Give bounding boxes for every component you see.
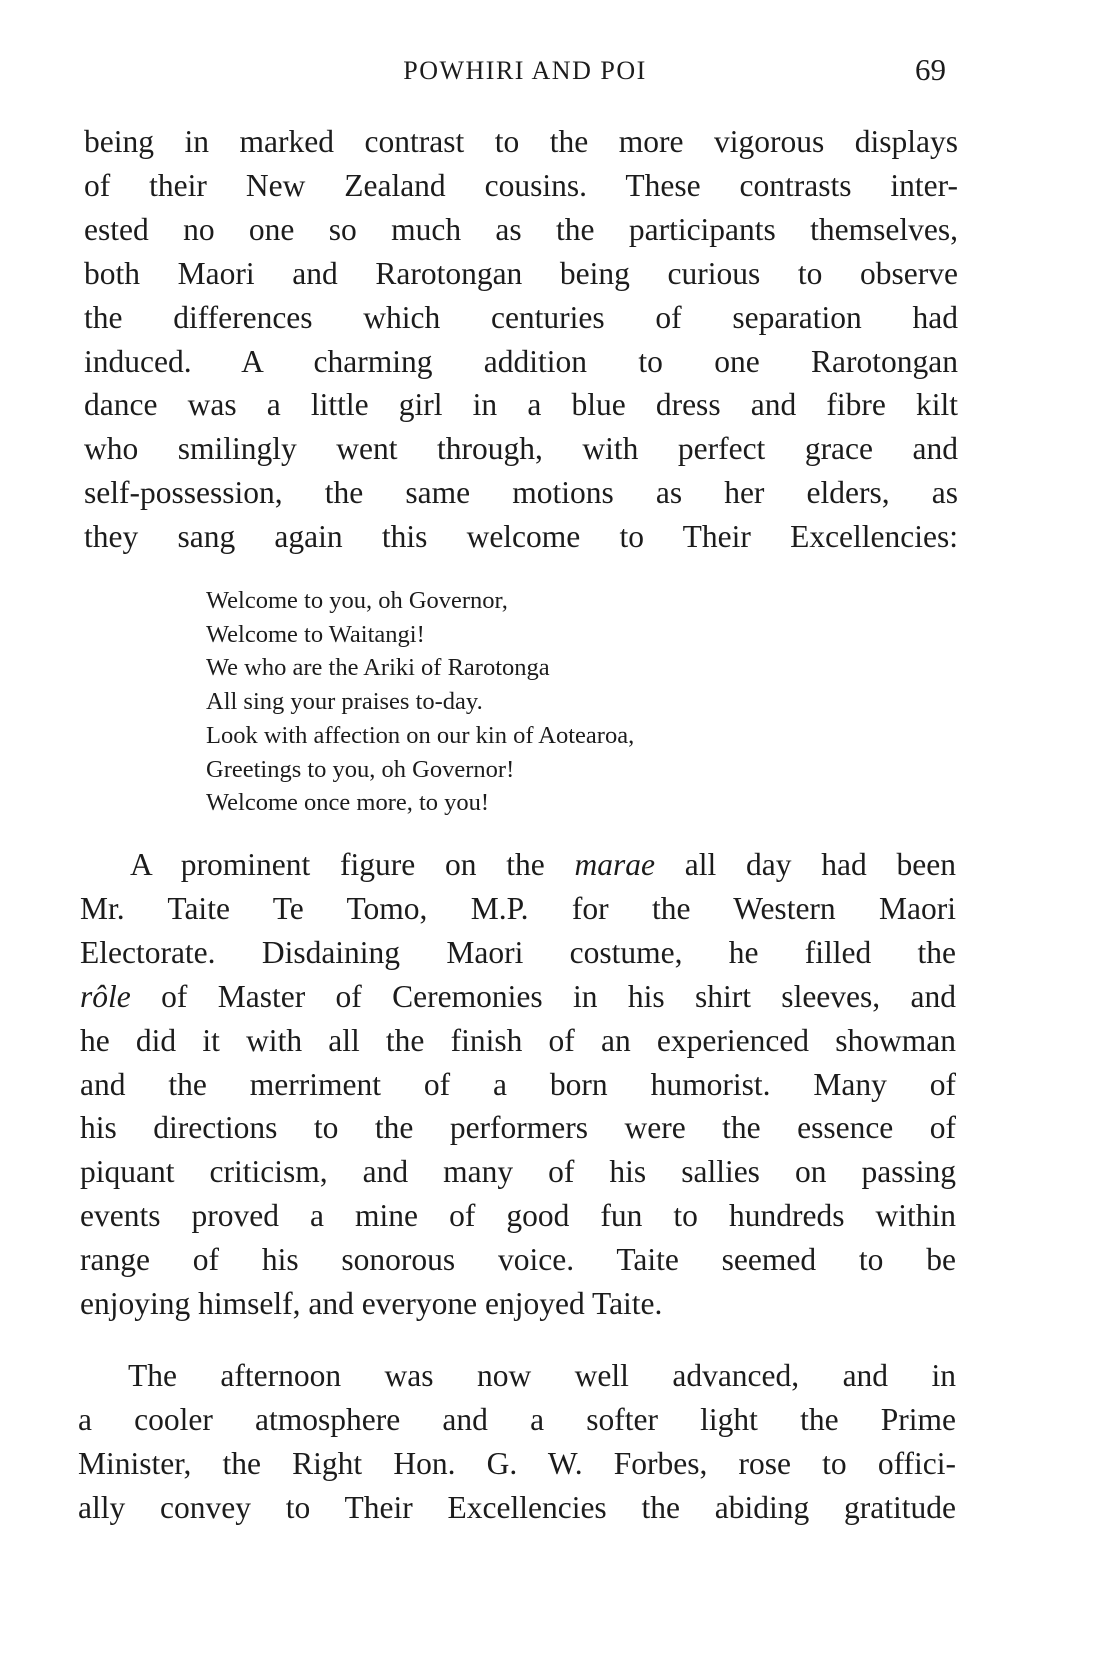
verse-line: Greetings to you, oh Governor! [206,755,515,783]
text-line [80,843,956,887]
text-line: Minister, the Right Hon. G. W. Forbes, rose to offici- [78,1445,956,1481]
text-line: and the merriment of a born humorist. Many of [80,1066,956,1102]
text-line [80,975,956,1019]
italic-term: rôle [80,978,131,1014]
text-line: ested no one so much as the participants themselves, [84,211,958,247]
running-head [0,52,1114,92]
text-line: the differences which centuries of separation had [84,299,958,335]
running-title: POWHIRI AND POI [403,56,647,85]
text-line: Electorate. Disdaining Maori costume, he filled the [80,934,956,970]
verse-line: All sing your praises to-day. [206,688,483,716]
text-line: self-possession, the same motions as her elders, as [84,475,958,511]
text-line: piquant criticism, and many of his sallies on passing [80,1154,956,1190]
verse-line: We who are the Ariki of Rarotonga [206,654,550,682]
text-line: Mr. Taite Te Tomo, M.P. for the Western Maori [80,890,956,926]
text-run: all day had been [655,847,956,882]
paragraph-1 [84,120,958,559]
text-line: of their New Zealand cousins. These contrasts inter- [84,167,958,203]
text-line: he did it with all the finish of an experienced showman [80,1022,956,1058]
text-line: a cooler atmosphere and a softer light the Prime [78,1401,956,1437]
text-line: induced. A charming addition to one Rarotongan [84,343,958,379]
text-line: events proved a mine of good fun to hundreds within [80,1198,956,1234]
text-line: who smilingly went through, with perfect grace and [84,431,958,467]
text-line: they sang again this welcome to Their Excellencies: [84,519,958,555]
verse-line: Welcome to you, oh Governor, [206,587,508,614]
verse-line: Welcome once more, to you! [206,789,490,817]
verse-line: Welcome to Waitangi! [206,620,425,648]
italic-term: marae [574,847,656,882]
text-run: A prominent figure on the [130,847,575,882]
text-line: being in marked contrast to the more vigorous displays [84,124,958,159]
text-line: range of his sonorous voice. Taite seemed to be [80,1242,956,1278]
text-line: ally convey to Their Excellencies the abiding gratitude [78,1489,956,1525]
text-line: both Maori and Rarotongan being curious to observe [84,255,958,291]
text-line: enjoying himself, and everyone enjoyed Taite. [80,1286,663,1322]
welcome-song-verse [206,584,634,820]
text-line: The afternoon was now well advanced, and in [128,1358,956,1393]
text-line: dance was a little girl in a blue dress and fibre kilt [84,387,958,423]
paragraph-3 [78,1354,956,1530]
verse-line: Look with affection on our kin of Aotearoa, [206,721,635,749]
page-number: 69 [915,52,946,87]
paragraph-2 [80,843,956,1326]
text-run: of Master of Ceremonies in his shirt sleeves, and [130,978,956,1014]
text-line: his directions to the performers were the essence of [80,1110,956,1146]
